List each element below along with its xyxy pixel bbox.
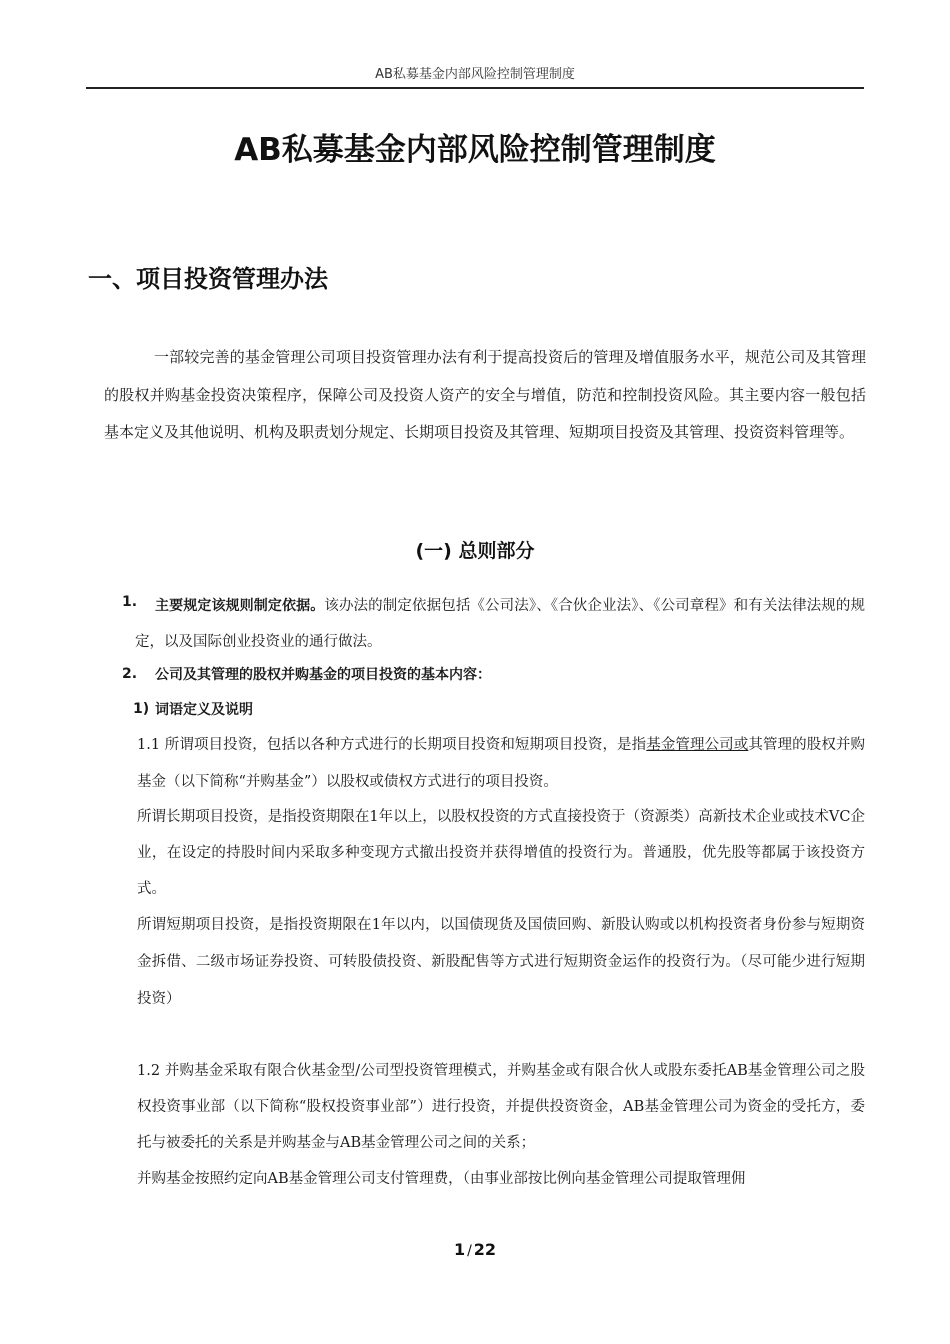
header-divider	[86, 87, 864, 89]
page-current: 1	[453, 1240, 466, 1259]
item-number-1: 1.	[122, 594, 138, 610]
page-number	[0, 1240, 950, 1259]
paragraph-1-1	[137, 727, 865, 801]
paragraph-1-2: 1.2 并购基金采取有限合伙基金型/公司型投资管理模式，并购基金或有限合伙人或股东委托AB基金管理公司之股权投资事业部（以下简称“股权投资事业部”）进行投资，并提供投资资金，AB基金管理公司为资金的受托方，委托与被委托的关系是并购基金与AB基金管理公司之间的关系；	[137, 1063, 865, 1151]
item-1-text	[135, 588, 865, 660]
p1-1-tail: 其管理的股权并购基金（以下简称“并购基金”）以股权或债权方式进行的项目投资。	[137, 737, 866, 790]
page-total: 22	[473, 1240, 497, 1259]
sub-number-1: 1)	[133, 701, 150, 717]
paragraph-fee: 并购基金按照约定向AB基金管理公司支付管理费，（由事业部按比例向基金管理公司提取管理佣	[137, 1171, 746, 1187]
running-header: AB私募基金内部风险控制管理制度	[375, 67, 575, 82]
p1-1-underlined: 基金管理公司或	[646, 737, 749, 753]
item-1-body: 该办法的制定依据包括《公司法》、《合伙企业法》、《公司章程》和有关法律法规的规定，以及国际创业投资业的通行做法。	[135, 598, 866, 650]
paragraph-short-term: 所谓短期项目投资，是指投资期限在1年以内，以国债现货及国债回购、新股认购或以机构投资者身份参与短期资金拆借、二级市场证券投资、可转股债投资、新股配售等方式进行短期资金运作的投资行为。（尽可能少进行短期投资）	[137, 917, 865, 1007]
item-number-2: 2.	[122, 666, 138, 682]
item-1-bold: 主要规定该规则制定依据。	[155, 598, 325, 614]
paragraph-long-term: 所谓长期项目投资，是指投资期限在1年以上，以股权投资的方式直接投资于（资源类）高新技术企业或技术VC企业，在设定的持股时间内采取多种变现方式撤出投资并获得增值的投资行为。普通股，优先股等都属于该投资方式。	[137, 809, 865, 897]
sub-1-heading: 词语定义及说明	[155, 702, 253, 718]
page-separator: /	[467, 1243, 472, 1259]
subsection-heading-general: (一) 总则部分	[415, 540, 535, 562]
item-2-heading: 公司及其管理的股权并购基金的项目投资的基本内容：	[155, 667, 491, 683]
intro-paragraph: 一部较完善的基金管理公司项目投资管理办法有利于提高投资后的管理及增值服务水平，规范公司及其管理的股权并购基金投资决策程序，保障公司及投资人资产的安全与增值，防范和控制投资风险。其主要内容一般包括基本定义及其他说明、机构及职责划分规定、长期项目投资及其管理、短期项目投资及其管理、投资资料管理等。	[104, 348, 866, 441]
section-heading-1: 一、项目投资管理办法	[88, 265, 328, 293]
p1-1-lead: 1.1 所谓项目投资，包括以各种方式进行的长期项目投资和短期项目投资，是指	[137, 737, 647, 753]
document-title: AB私募基金内部风险控制管理制度	[234, 132, 716, 168]
